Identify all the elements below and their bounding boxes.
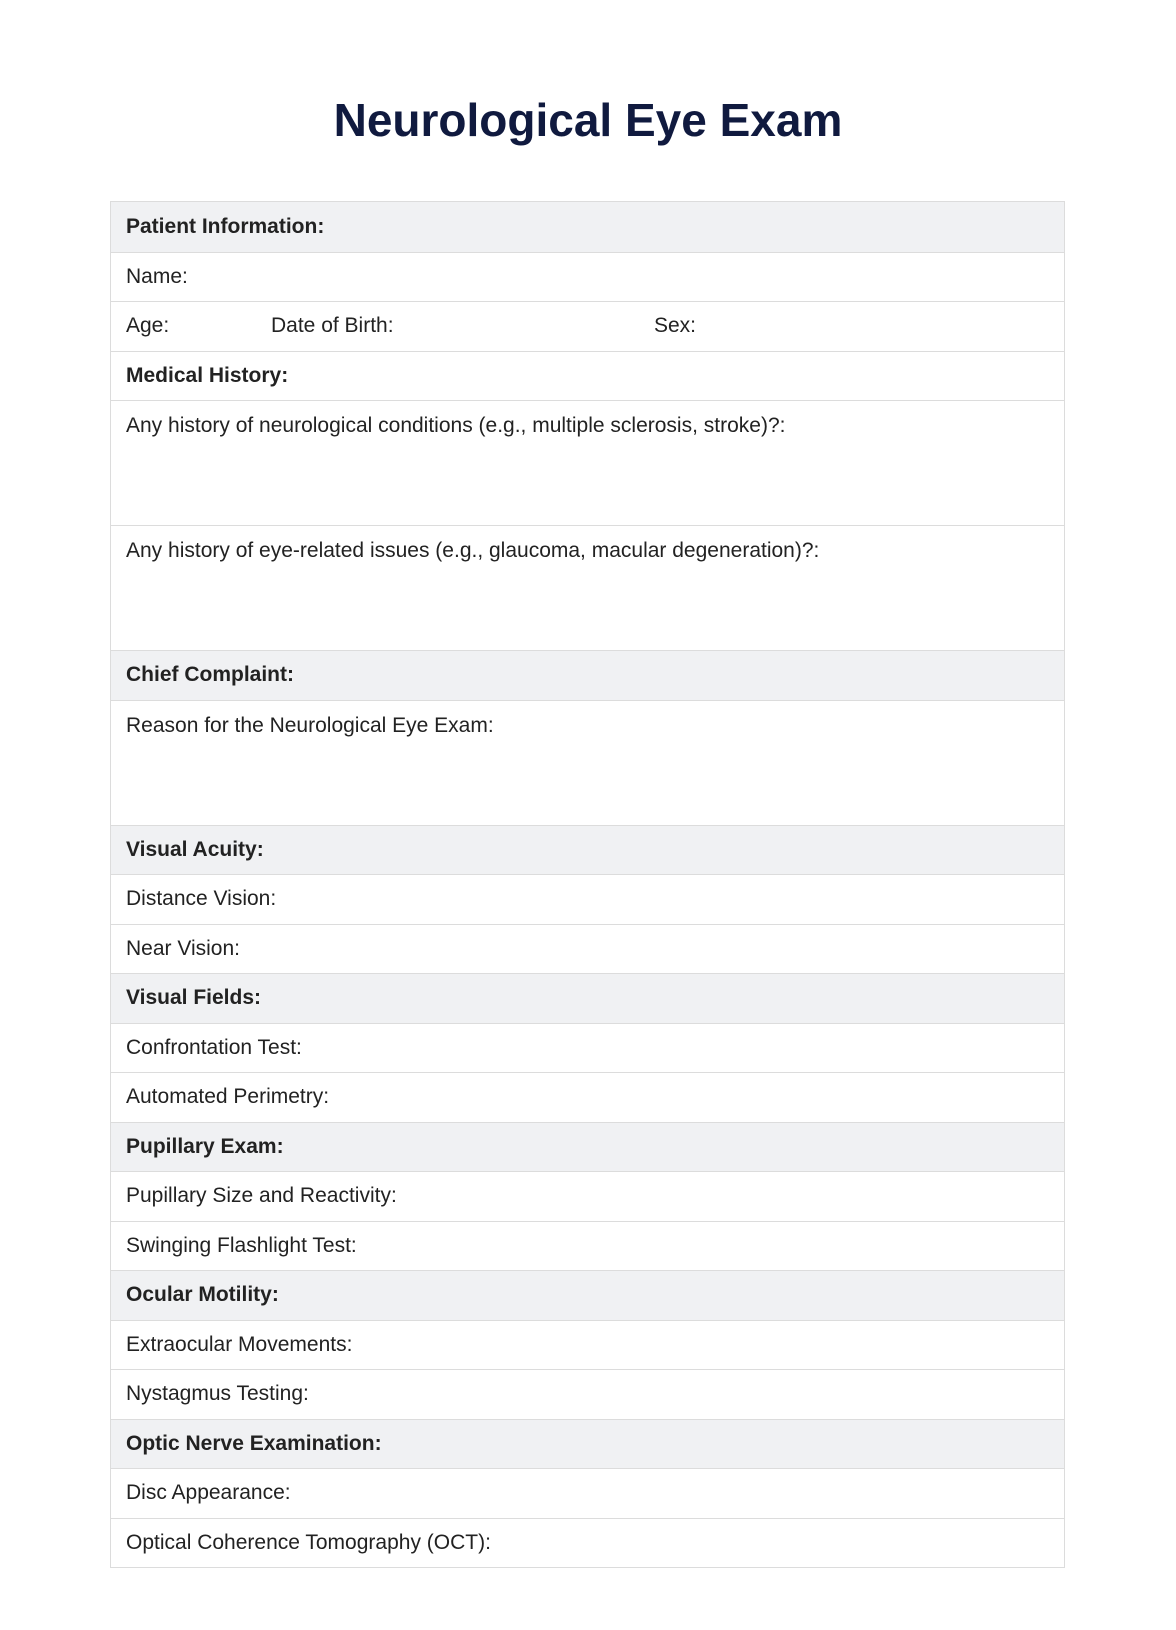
confrontation-test-field[interactable] bbox=[111, 1023, 1064, 1073]
name-field[interactable] bbox=[111, 252, 1064, 302]
age-field[interactable]: Age: bbox=[126, 314, 170, 338]
age-dob-sex-row bbox=[111, 301, 1064, 351]
ocular-motility-heading: Ocular Motility: bbox=[126, 1283, 279, 1307]
extraocular-movements-label: Extraocular Movements: bbox=[126, 1332, 353, 1356]
section-header-pupillary-exam bbox=[111, 1122, 1064, 1172]
pupillary-size-field[interactable] bbox=[111, 1171, 1064, 1221]
chief-complaint-heading: Chief Complaint: bbox=[126, 663, 294, 687]
confrontation-test-label: Confrontation Test: bbox=[126, 1035, 302, 1059]
pupillary-size-label: Pupillary Size and Reactivity: bbox=[126, 1184, 397, 1208]
section-header-ocular-motility bbox=[111, 1270, 1064, 1320]
eye-history-field[interactable] bbox=[111, 525, 1064, 650]
reason-label: Reason for the Neurological Eye Exam: bbox=[126, 713, 494, 737]
automated-perimetry-label: Automated Perimetry: bbox=[126, 1085, 330, 1109]
section-header-visual-fields bbox=[111, 973, 1064, 1023]
date-of-birth-field[interactable]: Date of Birth: bbox=[271, 314, 394, 338]
section-header-chief-complaint bbox=[111, 650, 1064, 700]
neurological-history-field[interactable] bbox=[111, 400, 1064, 525]
patient-information-heading: Patient Information: bbox=[126, 214, 325, 238]
disc-appearance-field[interactable] bbox=[111, 1468, 1064, 1518]
disc-appearance-label: Disc Appearance: bbox=[126, 1481, 291, 1505]
section-header-optic-nerve bbox=[111, 1419, 1064, 1469]
medical-history-heading: Medical History: bbox=[126, 363, 289, 387]
eye-history-label: Any history of eye-related issues (e.g., glaucoma, macular degeneration)?: bbox=[126, 539, 820, 562]
oct-label: Optical Coherence Tomography (OCT): bbox=[126, 1530, 491, 1554]
page-title: Neurological Eye Exam bbox=[333, 94, 843, 146]
automated-perimetry-field[interactable] bbox=[111, 1072, 1064, 1122]
neurological-history-label: Any history of neurological conditions (e.g., multiple sclerosis, stroke)?: bbox=[126, 414, 786, 437]
section-header-medical-history bbox=[111, 351, 1064, 401]
oct-field[interactable] bbox=[111, 1518, 1064, 1568]
optic-nerve-heading: Optic Nerve Examination: bbox=[126, 1431, 382, 1455]
visual-acuity-heading: Visual Acuity: bbox=[126, 837, 264, 861]
swinging-flashlight-label: Swinging Flashlight Test: bbox=[126, 1233, 357, 1257]
reason-field[interactable] bbox=[111, 700, 1064, 825]
extraocular-movements-field[interactable] bbox=[111, 1320, 1064, 1370]
nystagmus-testing-label: Nystagmus Testing: bbox=[126, 1382, 309, 1406]
swinging-flashlight-field[interactable] bbox=[111, 1221, 1064, 1271]
visual-fields-heading: Visual Fields: bbox=[126, 986, 261, 1010]
section-header-patient-information bbox=[111, 202, 1064, 252]
pupillary-exam-heading: Pupillary Exam: bbox=[126, 1134, 284, 1158]
name-label: Name: bbox=[126, 264, 188, 288]
distance-vision-label: Distance Vision: bbox=[126, 887, 277, 911]
near-vision-label: Near Vision: bbox=[126, 936, 241, 960]
near-vision-field[interactable] bbox=[111, 924, 1064, 974]
sex-field[interactable]: Sex: bbox=[654, 314, 697, 338]
exam-form-table bbox=[110, 201, 1065, 1568]
nystagmus-testing-field[interactable] bbox=[111, 1369, 1064, 1419]
section-header-visual-acuity bbox=[111, 825, 1064, 875]
distance-vision-field[interactable] bbox=[111, 874, 1064, 924]
